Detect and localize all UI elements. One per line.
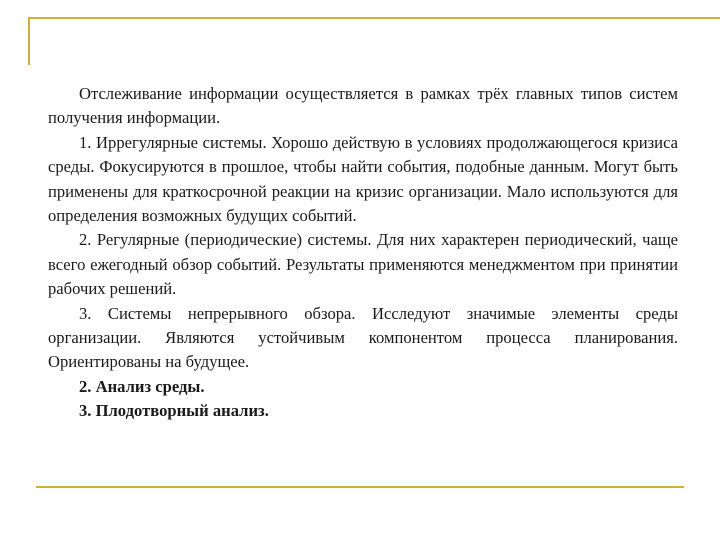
frame-left-line — [28, 17, 30, 65]
regular-systems-paragraph: 2. Регулярные (периодические) системы. Для них характерен периодический, чаще всего ежегодный обзор событий. Результаты применяются менеджментом при принятии рабочих решений. — [48, 230, 678, 299]
slide-body-text — [48, 82, 678, 424]
continuous-systems-paragraph: 3. Системы непрерывного обзора. Исследуют значимые элементы среды организации. Являются устойчивым компонентом процесса планирования. Ориентированы на будущее. — [48, 303, 678, 372]
frame-bottom-line — [36, 486, 684, 488]
frame-top-line — [28, 17, 720, 19]
irregular-systems-paragraph: 1. Иррегулярные системы. Хорошо действую в условиях продолжающегося кризиса среды. Фокусируются в прошлое, чтобы найти события, подобные данным. Могут быть применены для краткосрочной реакции на кризис организации. Мало используются для определения возможных будущих событий. — [48, 132, 678, 226]
environment-analysis-heading: 2. Анализ среды. — [79, 376, 205, 396]
productive-analysis-heading: 3. Плодотворный анализ. — [79, 401, 269, 421]
intro-paragraph: Отслеживание информации осуществляется в рамках трёх главных типов систем получения информации. — [48, 84, 678, 128]
